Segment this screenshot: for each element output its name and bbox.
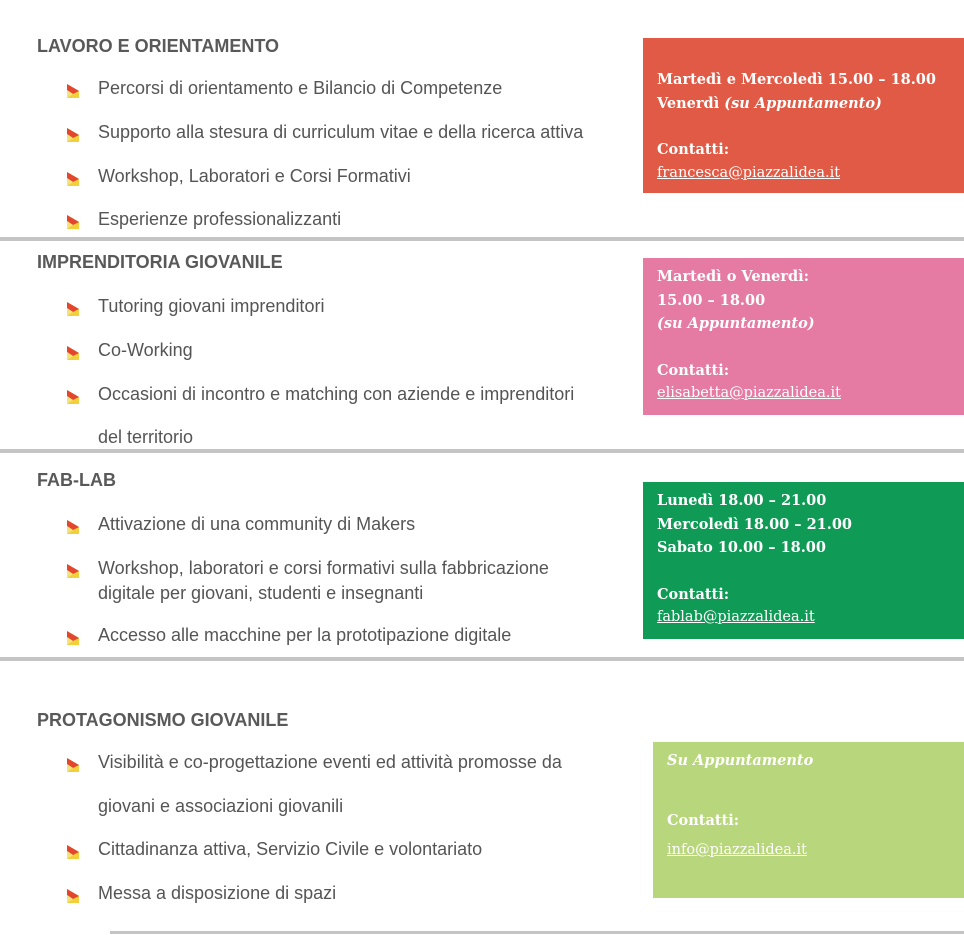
bullet-arrow-icon xyxy=(67,302,79,316)
bullet-arrow-icon xyxy=(67,84,79,98)
section-divider xyxy=(0,449,964,453)
bullet-arrow-icon xyxy=(67,390,79,404)
bullet-arrow-icon xyxy=(67,520,79,534)
list-item-text: Occasioni di incontro e matching con aziende e imprenditori xyxy=(98,384,575,404)
list-item-text: Workshop, laboratori e corsi formativi sulla fabbricazione xyxy=(98,558,549,578)
bullet-arrow-icon xyxy=(67,758,79,772)
section-divider xyxy=(0,657,964,661)
email-link[interactable]: fablab@piazzalidea.it xyxy=(657,609,815,625)
schedule-box-lavoro xyxy=(643,38,964,193)
list-item-text: Attivazione di una community di Makers xyxy=(98,514,416,534)
bullet-arrow-icon xyxy=(67,564,79,578)
bullet-arrow-icon xyxy=(67,889,79,903)
list-item-text: del territorio xyxy=(98,427,194,447)
section-title-fablab: FAB-LAB xyxy=(37,470,116,490)
contact-label: Contatti: xyxy=(667,811,740,829)
contact-label: Contatti: xyxy=(657,361,730,379)
section-title-imprenditoria: IMPRENDITORIA GIOVANILE xyxy=(37,252,283,272)
list-item-text: Tutoring giovani imprenditori xyxy=(98,296,325,316)
schedule-line: Sabato 10.00 – 18.00 xyxy=(657,539,826,556)
bullet-arrow-icon xyxy=(67,128,79,142)
list-item-text: Accesso alle macchine per la prototipazione digitale xyxy=(98,625,512,645)
schedule-line: Venerdì (su Appuntamento) xyxy=(657,94,882,112)
bullet-arrow-icon xyxy=(67,346,79,360)
list-item-text: Messa a disposizione di spazi xyxy=(98,883,337,903)
schedule-line: Martedì o Venerdì: xyxy=(657,268,809,285)
schedule-line: Lunedì 18.00 – 21.00 xyxy=(657,492,827,509)
schedule-line: 15.00 – 18.00 xyxy=(657,291,766,309)
email-link[interactable]: elisabetta@piazzalidea.it xyxy=(657,385,841,401)
contact-label: Contatti: xyxy=(657,585,730,603)
list-item-text: digitale per giovani, studenti e insegnanti xyxy=(98,583,424,603)
list-item-text: Esperienze professionalizzanti xyxy=(98,209,342,229)
list-item-text: Supporto alla stesura di curriculum vitae e della ricerca attiva xyxy=(98,122,584,142)
list-item-text: Cittadinanza attiva, Servizio Civile e volontariato xyxy=(98,839,483,859)
schedule-line: Su Appuntamento xyxy=(667,752,814,769)
email-link[interactable]: francesca@piazzalidea.it xyxy=(657,164,841,181)
section-divider xyxy=(110,931,964,934)
bullet-arrow-icon xyxy=(67,845,79,859)
email-link[interactable]: info@piazzalidea.it xyxy=(667,842,807,858)
schedule-box-fablab xyxy=(643,482,964,639)
list-item-text: Percorsi di orientamento e Bilancio di Competenze xyxy=(98,78,503,98)
list-item-text: giovani e associazioni giovanili xyxy=(98,796,344,816)
list-item-text: Co-Working xyxy=(98,340,193,360)
schedule-line: Martedì e Mercoledì 15.00 – 18.00 xyxy=(657,71,936,88)
schedule-line: Mercoledì 18.00 – 21.00 xyxy=(657,515,852,533)
bullet-arrow-icon xyxy=(67,172,79,186)
schedule-line: (su Appuntamento) xyxy=(657,315,815,332)
list-item-text: Workshop, Laboratori e Corsi Formativi xyxy=(98,166,411,186)
schedule-box-protagonismo xyxy=(653,742,964,898)
contact-label: Contatti: xyxy=(657,141,730,158)
section-title-lavoro: LAVORO E ORIENTAMENTO xyxy=(37,36,280,56)
bullet-arrow-icon xyxy=(67,215,79,229)
schedule-box-imprenditoria xyxy=(643,258,964,415)
bullet-arrow-icon xyxy=(67,631,79,645)
list-item-text: Visibilità e co-progettazione eventi ed attività promosse da xyxy=(98,752,562,772)
section-title-protagonismo: PROTAGONISMO GIOVANILE xyxy=(37,710,289,730)
section-divider xyxy=(0,237,964,241)
